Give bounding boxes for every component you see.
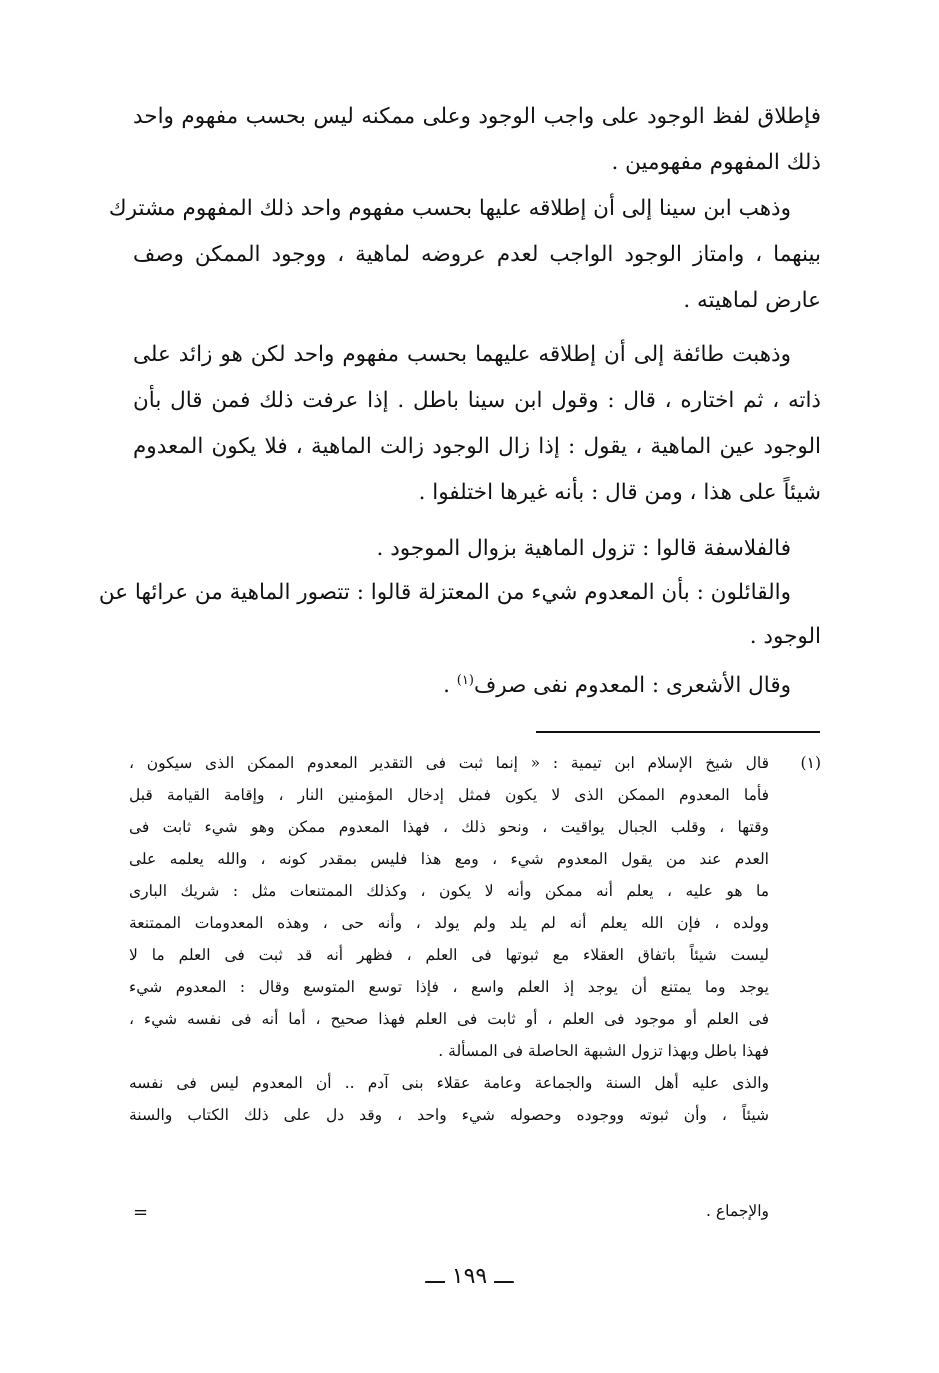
body-line: الوجود . <box>749 624 821 649</box>
body-line: ذلك المفهوم مفهومين . <box>611 150 821 175</box>
body-line-with-footnote-ref <box>133 666 791 701</box>
body-line: وذهب ابن سينا إلى أن إطلاقه عليها بحسب مفهوم واحد ذلك المفهوم مشترك <box>108 196 791 221</box>
footnote-line: يوجد وما يمتنع أن يوجد إذ العلم واسع ، فإذا توسع المتوسع وقال : المعدوم شيء <box>129 978 769 996</box>
body-line: فالفلاسفة قالوا : تزول الماهية بزوال الموجود . <box>376 536 791 561</box>
body-line: ذاته ، ثم اختاره ، قال : وقول ابن سينا باطل . إذا عرفت ذلك فمن قال بأن <box>133 388 821 413</box>
footnote-line: شيئاً ، وأن ثبوته ووجوده وحصوله شيء واحد ، وقد دل على ذلك الكتاب والسنة <box>129 1106 769 1124</box>
footnote-line: وولده ، فإن الله يعلم أنه لم يلد ولم يولد ، وأنه حى ، وهذه المعدومات الممتنعة <box>129 914 769 932</box>
footnote-reference[interactable]: (١) <box>456 673 474 688</box>
footnote-line: فأما المعدوم الممكن الذى لا يكون فمثل إدخال المؤمنين النار ، وإقامة القيامة قبل <box>129 786 769 804</box>
body-line: وذهبت طائفة إلى أن إطلاقه عليهما بحسب مفهوم واحد لكن هو زائد على <box>133 342 791 367</box>
footnote-line: والذى عليه أهل السنة والجماعة وعامة عقلاء بنى آدم .. أن المعدوم ليس فى نفسه <box>129 1074 769 1092</box>
footnote-line: ما هو عليه ، يعلم أنه ممكن وأنه لا يكون ، وكذلك الممتنعات مثل : شريك البارى <box>129 882 769 900</box>
body-line: بينهما ، وامتاز الوجود الواجب لعدم عروضه لماهية ، ووجود الممكن وصف <box>133 242 821 267</box>
page-number: ـــ ١٩٩ ـــ <box>425 1264 514 1289</box>
footnote-line: قال شيخ الإسلام ابن تيمية : « إنما ثبت فى التقدير المعدوم الممكن الذى سيكون ، <box>129 754 769 772</box>
body-line: الوجود عين الماهية ، يقول : إذا زال الوجود زالت الماهية ، فلا يكون المعدوم <box>133 434 821 459</box>
footnote-line: والإجماع . <box>706 1202 769 1220</box>
footnote-divider <box>536 731 820 733</box>
footnote-line: العدم عند من يقول المعدوم شيء ، ومع هذا فليس بمقدر كونه ، والله يعلمه على <box>129 850 769 868</box>
footnote-line: فهذا باطل وبهذا تزول الشبهة الحاصلة فى المسألة . <box>438 1042 769 1060</box>
body-text: وقال الأشعرى : المعدوم نفى صرف <box>473 673 791 699</box>
continuation-mark: = <box>133 1202 149 1223</box>
footnote-line: فى العلم أو موجود فى العلم ، أو ثابت فى العلم فهذا صحيح ، أما أنه فى نفسه شيء ، <box>129 1010 769 1028</box>
footnote-line: ليست شيئاً باتفاق العقلاء مع ثبوتها فى العلم ، فظهر أنه قد ثبت فى العلم ما لا <box>129 946 769 964</box>
footnote-number: (١) <box>800 754 821 772</box>
body-line: شيئاً على هذا ، ومن قال : بأنه غيرها اختلفوا . <box>418 480 821 505</box>
body-line: فإطلاق لفظ الوجود على واجب الوجود وعلى ممكنه ليس بحسب مفهوم واحد <box>133 104 821 129</box>
footnote-line: وقتها ، وقلب الجبال يواقيت ، ونحو ذلك ، فهذا المعدوم ممكن وهو شيء ثابت فى <box>129 818 769 836</box>
body-line: عارض لماهيته . <box>683 288 821 313</box>
body-text: . <box>443 673 457 699</box>
body-line: والقائلون : بأن المعدوم شيء من المعتزلة قالوا : تتصور الماهية من عرائها عن <box>98 580 791 605</box>
